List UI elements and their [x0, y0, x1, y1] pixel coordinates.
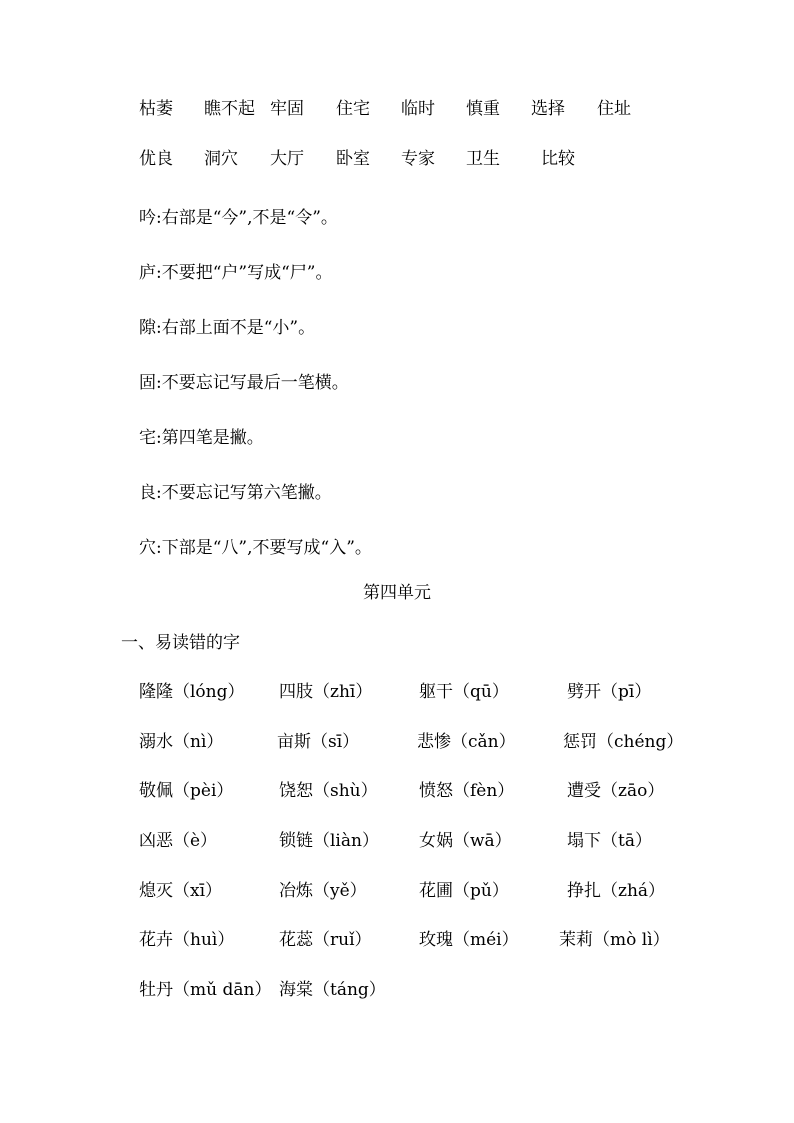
- note-line: 宅:第四笔是撇。: [139, 428, 264, 448]
- pinyin-item: 茉莉（mò lì）: [559, 930, 670, 950]
- pinyin-item: 饶恕（shù）: [279, 781, 378, 801]
- pinyin-item: 溺水（nì）: [139, 732, 224, 752]
- vocab-word: 比较: [541, 149, 575, 169]
- note-line: 穴:下部是“八”,不要写成“入”。: [139, 538, 372, 558]
- pinyin-item: 挣扎（zhá）: [567, 881, 666, 901]
- pinyin-item: 遭受（zāo）: [567, 781, 665, 801]
- note-line: 庐:不要把“户”写成“尸”。: [139, 263, 333, 283]
- vocab-word: 慎重: [466, 99, 500, 119]
- section-heading: 一、易读错的字: [121, 633, 240, 653]
- pinyin-item: 惩罚（chéng）: [563, 732, 684, 752]
- pinyin-item: 敬佩（pèi）: [139, 781, 234, 801]
- pinyin-item: 亩斯（sī）: [277, 732, 360, 752]
- vocab-word: 优良: [139, 149, 173, 169]
- pinyin-item: 塌下（tā）: [567, 831, 652, 851]
- pinyin-item: 愤怒（fèn）: [419, 781, 515, 801]
- pinyin-item: 花圃（pǔ）: [419, 881, 509, 901]
- vocab-word: 洞穴: [204, 149, 238, 169]
- note-line: 良:不要忘记写第六笔撇。: [139, 483, 332, 503]
- pinyin-item: 躯干（qū）: [419, 682, 509, 702]
- vocab-word: 牢固: [270, 99, 304, 119]
- vocab-word: 卫生: [466, 149, 500, 169]
- note-line: 固:不要忘记写最后一笔横。: [139, 373, 349, 393]
- vocab-word: 住址: [597, 99, 631, 119]
- vocab-word: 卧室: [336, 149, 370, 169]
- pinyin-item: 花卉（huì）: [139, 930, 235, 950]
- pinyin-item: 四肢（zhī）: [279, 682, 373, 702]
- vocab-word: 枯萎: [139, 99, 173, 119]
- vocab-word: 住宅: [336, 99, 370, 119]
- pinyin-item: 锁链（liàn）: [279, 831, 379, 851]
- pinyin-item: 牡丹（mǔ dān）: [139, 980, 272, 1000]
- note-line: 隙:右部上面不是“小”。: [139, 318, 316, 338]
- pinyin-item: 冶炼（yě）: [279, 881, 367, 901]
- pinyin-item: 悲惨（cǎn）: [417, 732, 516, 752]
- pinyin-item: 劈开（pī）: [567, 682, 652, 702]
- pinyin-item: 海棠（táng）: [279, 980, 386, 1000]
- pinyin-item: 隆隆（lóng）: [139, 682, 245, 702]
- pinyin-item: 熄灭（xī）: [139, 881, 223, 901]
- unit-title: 第四单元: [363, 583, 431, 603]
- vocab-word: 选择: [531, 99, 565, 119]
- pinyin-item: 玫瑰（méi）: [419, 930, 519, 950]
- pinyin-item: 凶恶（è）: [139, 831, 218, 851]
- pinyin-item: 花蕊（ruǐ）: [279, 930, 372, 950]
- note-line: 吟:右部是“今”,不是“令”。: [139, 208, 338, 228]
- vocab-word: 大厅: [270, 149, 304, 169]
- vocab-word: 临时: [401, 99, 435, 119]
- vocab-word: 瞧不起: [204, 99, 255, 119]
- vocab-word: 专家: [401, 149, 435, 169]
- pinyin-item: 女娲（wā）: [419, 831, 512, 851]
